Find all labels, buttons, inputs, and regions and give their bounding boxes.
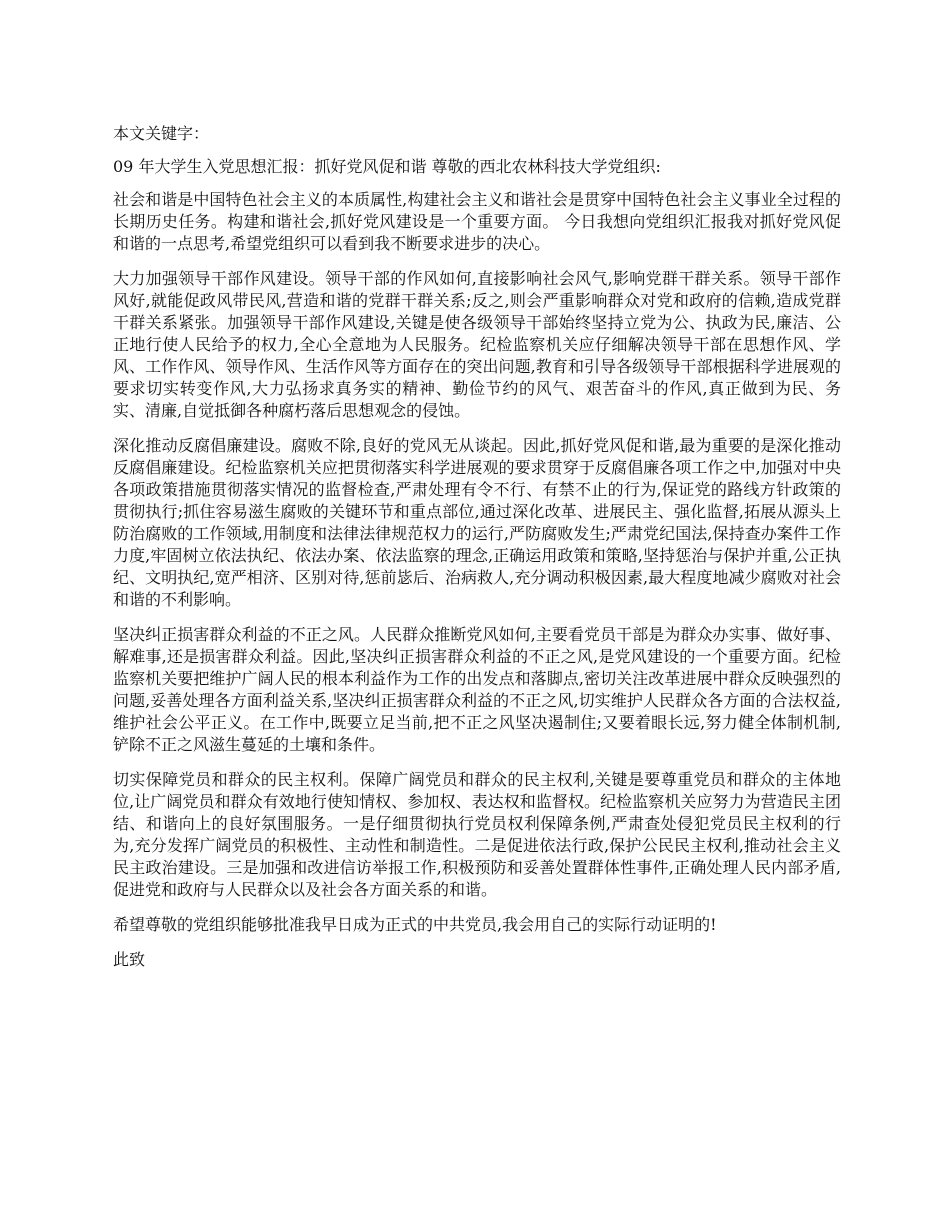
document-title-line: 09 年大学生入党思想汇报：抓好党风促和谐 尊敬的西北农林科技大学党组织: [113,157,661,176]
closing-salutation: 此致 [113,950,146,969]
paragraph-leadership-style: 大力加强领导干部作风建设。领导干部的作风如何,直接影响社会风气,影响党群干群关系。领导干部作风好,就能促政风带民风,营造和谐的党群干群关系;反之,则会严重影响群众对党和政府的信赖,造成党群干群关系紧张。加强领导干部作风建设,关键是使各级领导干部始终坚持立党为公、执政为民,廉洁、公正地行使人民给予的权力,全心全意地为人民服务。纪检监察机关应仔细解决领导干部在思想作风、学风、工作作风、领导作风、生活作风等方面存在的突出问题,教育和引导各级领导干部根据科学进展观的要求切实转变作风,大力弘扬求真务实的精神、勤俭节约的风气、艰苦奋斗的作风,真正做到为民、务实、清廉,自觉抵御各种腐朽落后思想观念的侵蚀。 [113,269,841,420]
paragraph-democratic-rights: 切实保障党员和群众的民主权利。保障广阔党员和群众的民主权利,关键是要尊重党员和群众的主体地位,让广阔党员和群众有效地行使知情权、参加权、表达权和监督权。纪检监察机关应努力为营造民主团结、和谐向上的良好氛围服务。一是仔细贯彻执行党员权利保障条例,严肃查处侵犯党员民主权利的行为,充分发挥广阔党员的积极性、主动性和制造性。二是促进依法行政,保护公民民主权利,推动社会主义民主政治建设。三是加强和改进信访举报工作,积极预防和妥善处置群体性事件,正确处理人民内部矛盾,促进党和政府与人民群众以及社会各方面关系的和谐。 [113,770,841,899]
document-body [113,123,841,984]
paragraph-hope: 希望尊敬的党组织能够批准我早日成为正式的中共党员,我会用自己的实际行动证明的! [113,915,717,934]
paragraph-anti-corruption: 深化推动反腐倡廉建设。腐败不除,良好的党风无从谈起。因此,抓好党风促和谐,最为重要的是深化推动反腐倡廉建设。纪检监察机关应把贯彻落实科学进展观的要求贯穿于反腐倡廉各项工作之中,加强对中央各项政策措施贯彻落实情况的监督检查,严肃处理有令不行、有禁不止的行为,保证党的路线方针政策的贯彻执行;抓住容易滋生腐败的关键环节和重点部位,通过深化改革、进展民主、强化监督,拓展从源头上防治腐败的工作领域,用制度和法律法律规范权力的运行,严防腐败发生;严肃党纪国法,保持查办案件工作力度,牢固树立依法执纪、依法办案、依法监察的理念,正确运用政策和策略,坚持惩治与保护并重,公正执纪、文明执纪,宽严相济、区别对待,惩前毖后、治病救人,充分调动积极因素,最大程度地减少腐败对社会和谐的不利影响。 [113,436,841,609]
keywords-label: 本文关键字： [113,124,210,143]
paragraph-public-interest: 坚决纠正损害群众利益的不正之风。人民群众推断党风如何,主要看党员干部是为群众办实事、做好事、解难事,还是损害群众利益。因此,坚决纠正损害群众利益的不正之风,是党风建设的一个重要方面。纪检监察机关要把维护广阔人民的根本利益作为工作的出发点和落脚点,密切关注改革进展中群众反映强烈的问题,妥善处理各方面利益关系,坚决纠正损害群众利益的不正之风,切实维护人民群众各方面的合法权益,维护社会公平正义。在工作中,既要立足当前,把不正之风坚决遏制住;又要着眼长远,努力健全体制机制,铲除不正之风滋生蔓延的土壤和条件。 [113,625,841,754]
paragraph-intro: 社会和谐是中国特色社会主义的本质属性,构建社会主义和谐社会是贯穿中国特色社会主义事业全过程的长期历史任务。构建和谐社会,抓好党风建设是一个重要方面。 今日我想向党组织汇报我对抓好党风促和谐的一点思考,希望党组织可以看到我不断要求进步的决心。 [113,190,841,253]
